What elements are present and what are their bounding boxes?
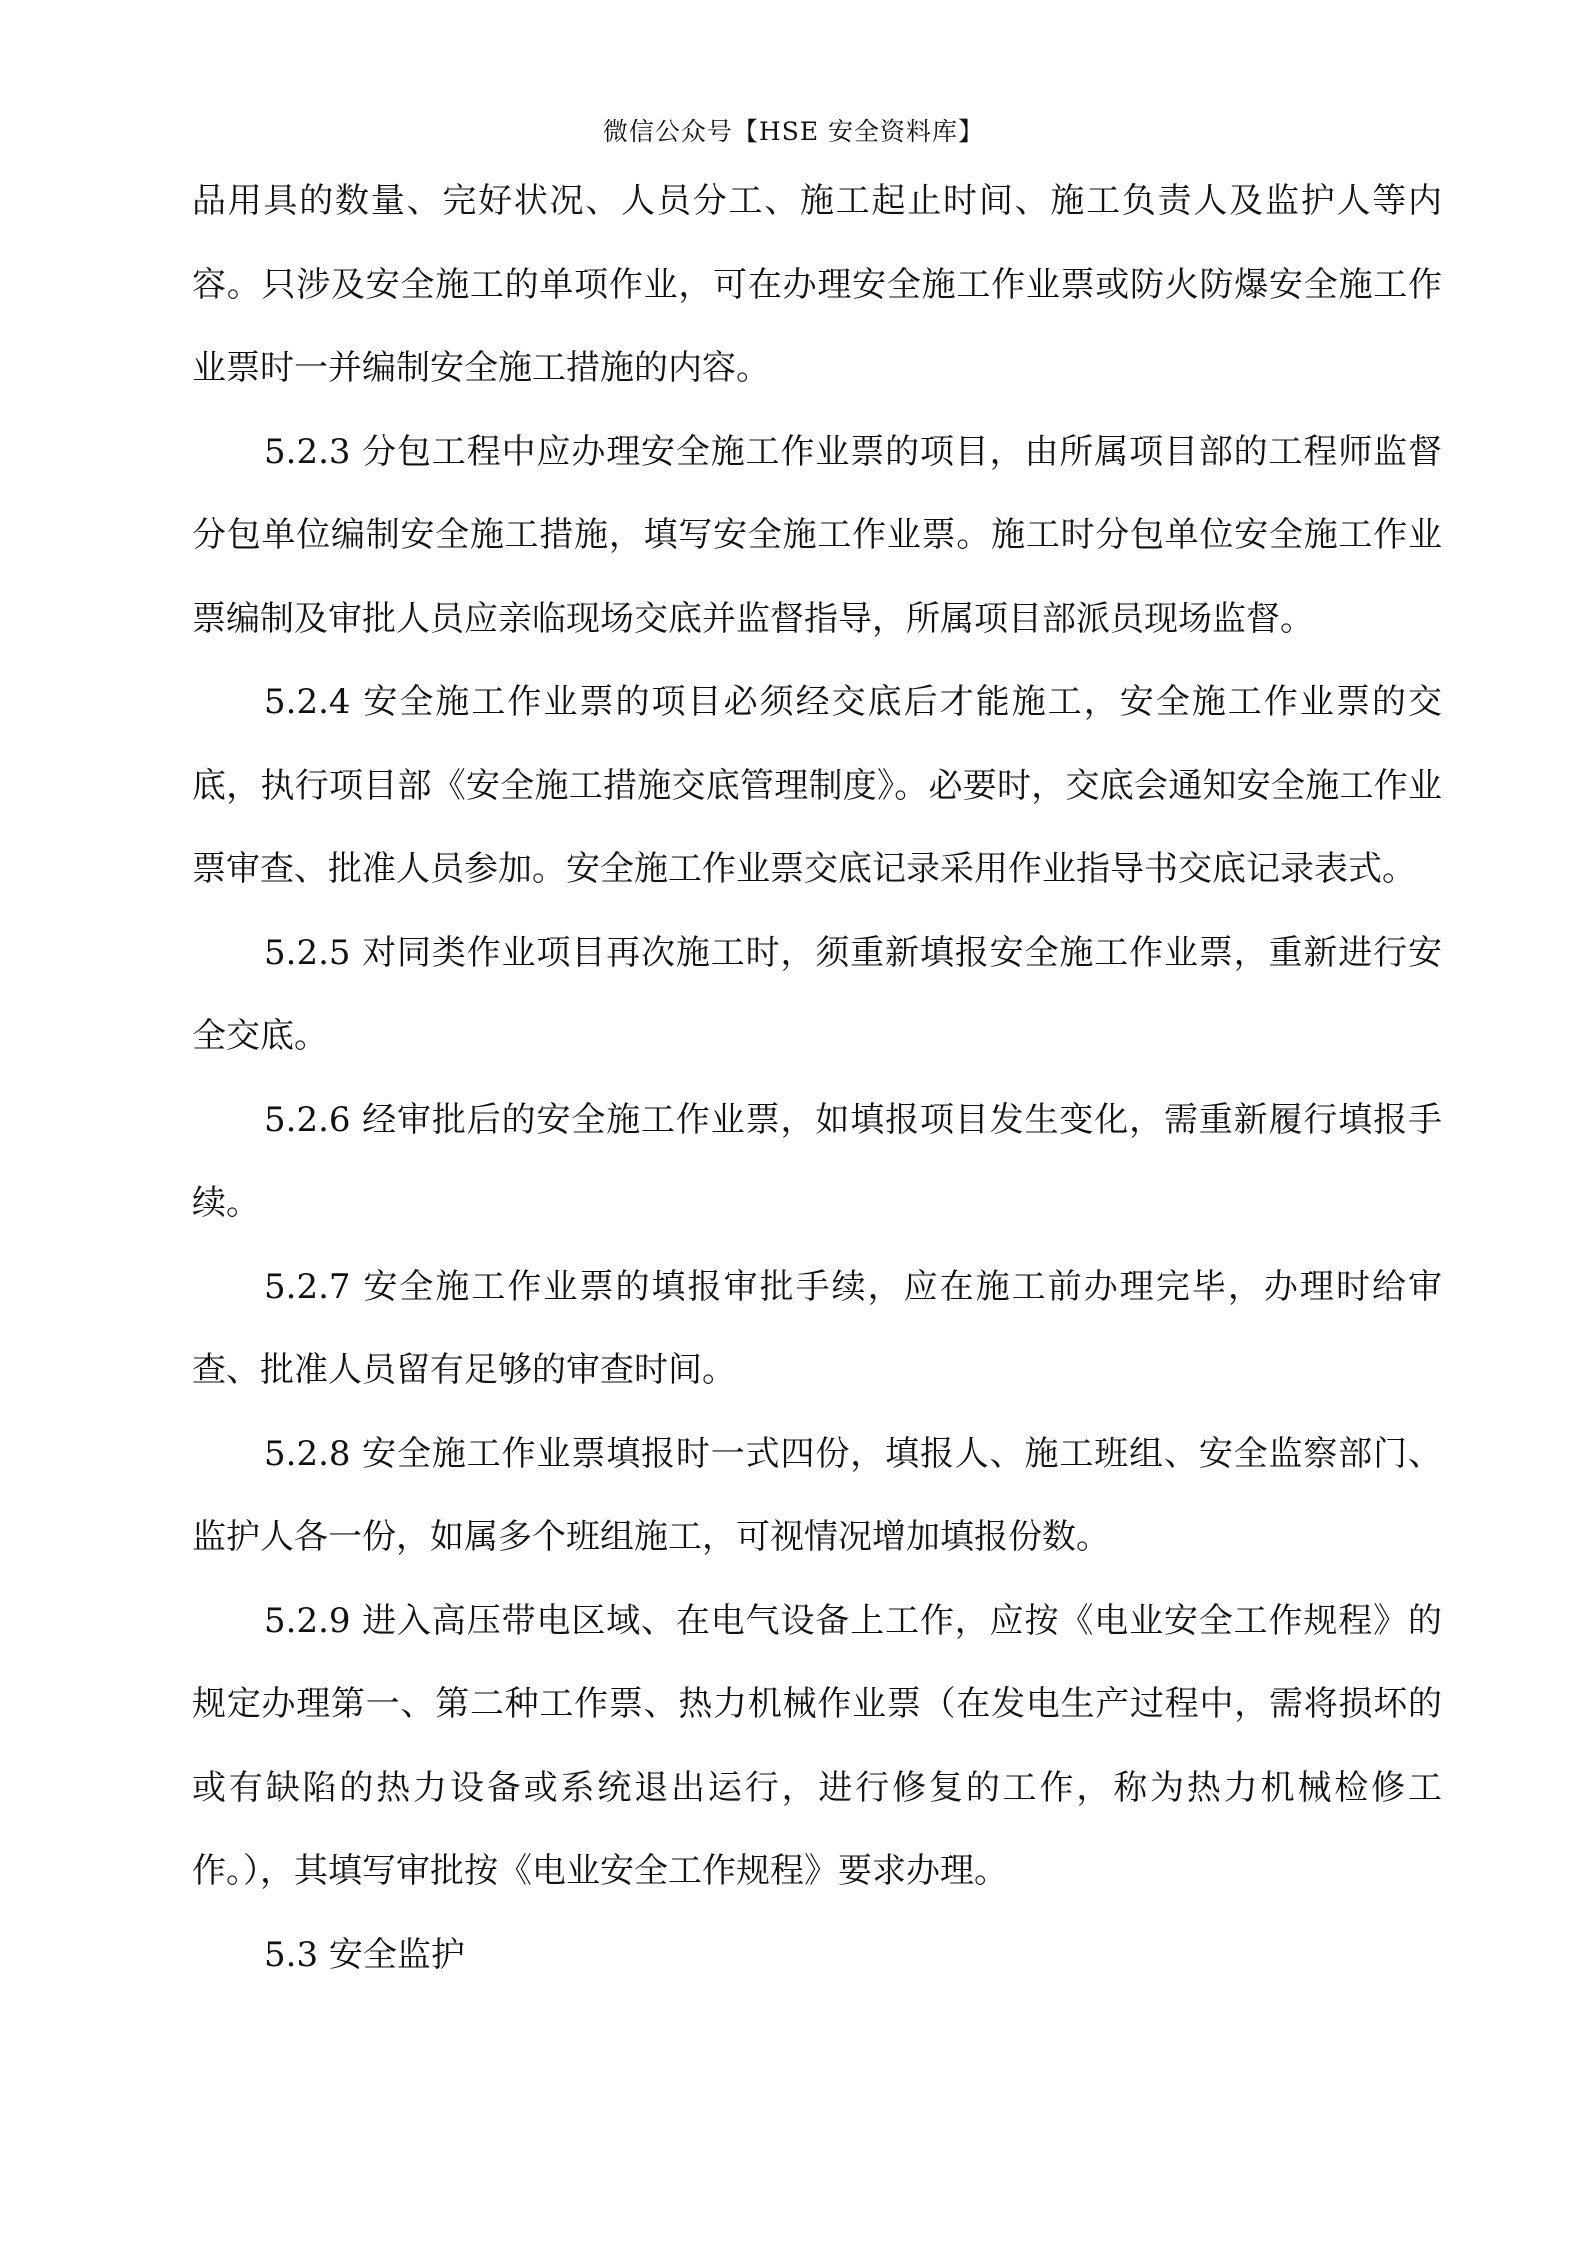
paragraph-continuation: 品用具的数量、完好状况、人员分工、施工起止时间、施工负责人及监护人等内容。只涉及安全施工的单项作业，可在办理安全施工作业票或防火防爆安全施工作业票时一并编制安全施工措施的内容。 (192, 181, 1442, 388)
page-header: 微信公众号【HSE 安全资料库】 (602, 117, 985, 146)
paragraph-5-2-6: 5.2.6 经审批后的安全施工作业票，如填报项目发生变化，需重新履行填报手续。 (192, 1099, 1442, 1223)
paragraph-5-2-5: 5.2.5 对同类作业项目再次施工时，须重新填报安全施工作业票，重新进行安全交底。 (192, 932, 1442, 1056)
document-body (192, 160, 1442, 1997)
paragraph-5-2-8: 5.2.8 安全施工作业票填报时一式四份，填报人、施工班组、安全监察部门、监护人各一份，如属多个班组施工，可视情况增加填报份数。 (192, 1433, 1442, 1557)
section-heading-5-3: 5.3 安全监护 (264, 1934, 465, 1975)
paragraph-5-2-4: 5.2.4 安全施工作业票的项目必须经交底后才能施工，安全施工作业票的交底，执行项目部《安全施工措施交底管理制度》。必要时，交底会通知安全施工作业票审查、批准人员参加。安全施工作业票交底记录采用作业指导书交底记录表式。 (192, 682, 1442, 889)
paragraph-5-2-3: 5.2.3 分包工程中应办理安全施工作业票的项目，由所属项目部的工程师监督分包单位编制安全施工措施，填写安全施工作业票。施工时分包单位安全施工作业票编制及审批人员应亲临现场交底并监督指导，所属项目部派员现场监督。 (192, 431, 1442, 639)
paragraph-5-2-7: 5.2.7 安全施工作业票的填报审批手续，应在施工前办理完毕，办理时给审查、批准人员留有足够的审查时间。 (192, 1266, 1442, 1390)
paragraph-5-2-9: 5.2.9 进入高压带电区域、在电气设备上工作，应按《电业安全工作规程》的规定办理第一、第二种工作票、热力机械作业票（在发电生产过程中，需将损坏的或有缺陷的热力设备或系统退出运行，进行修复的工作，称为热力机械检修工作。），其填写审批按《电业安全工作规程》要求办理。 (192, 1600, 1442, 1891)
